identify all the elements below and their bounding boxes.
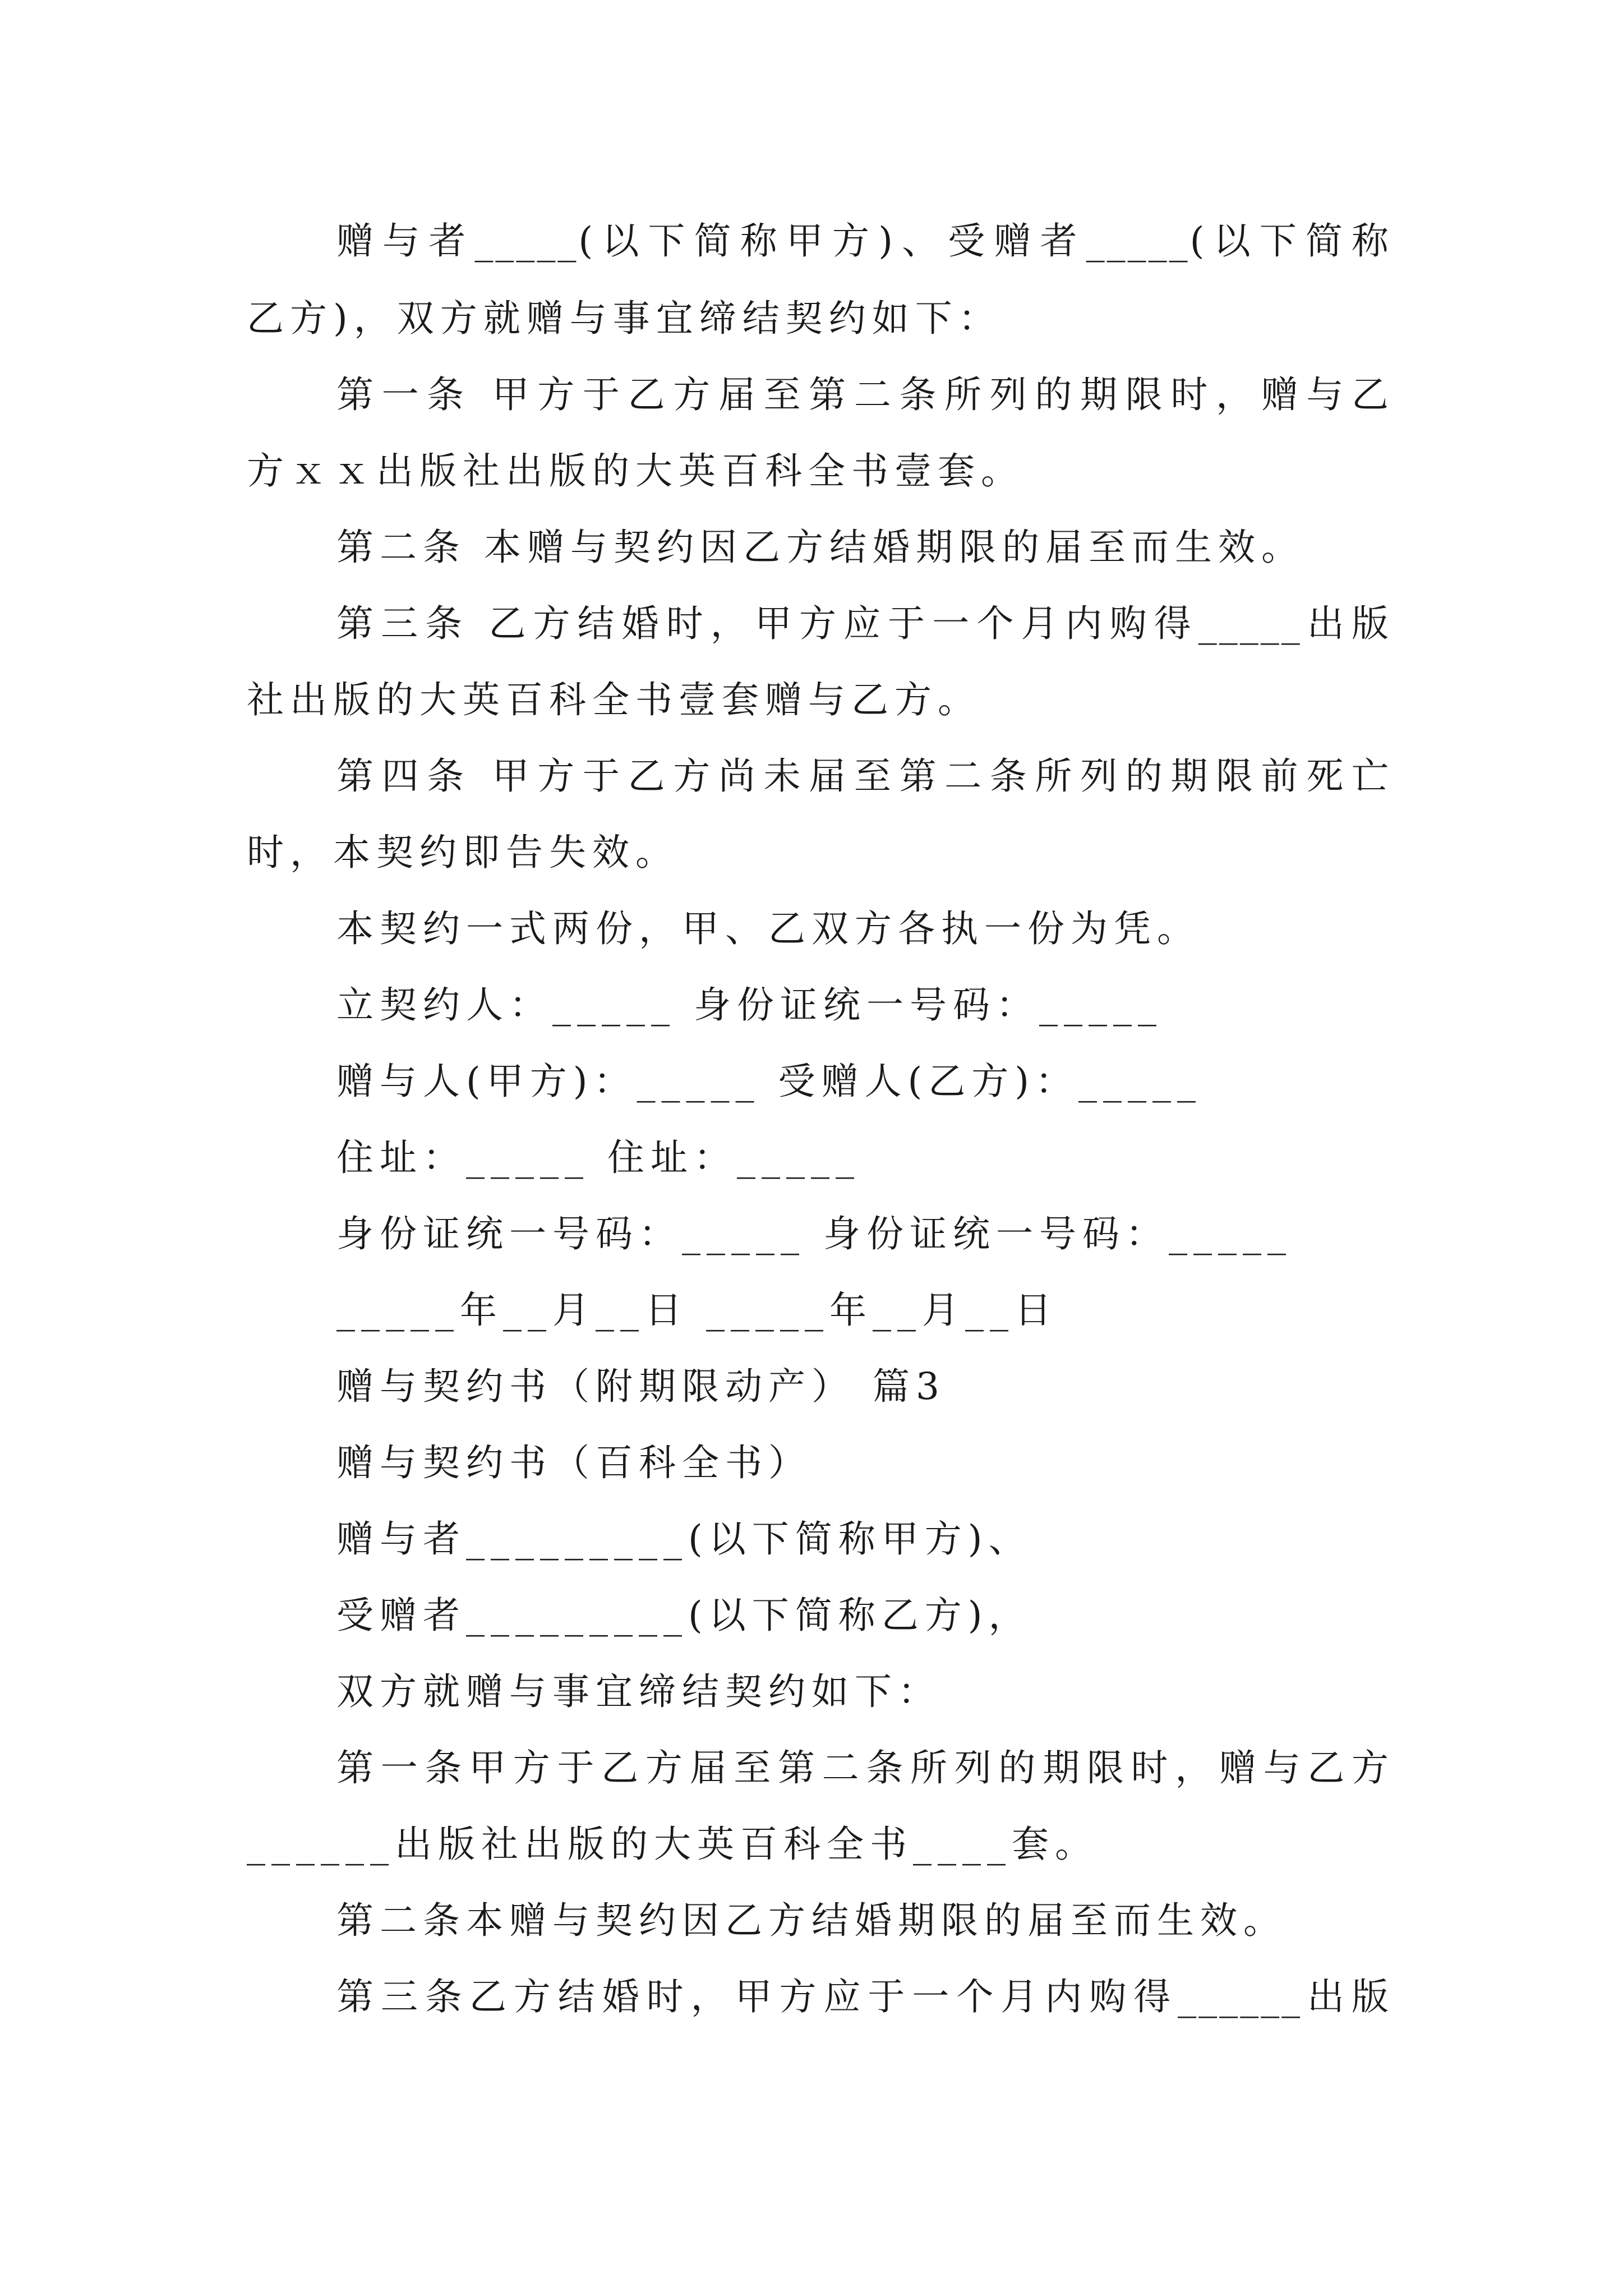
intro-agreement-line: 乙方)，双方就赠与事宜缔结契约如下： — [247, 297, 1002, 340]
donor-line: 赠与者_________(以下简称甲方)、 — [336, 1517, 1032, 1561]
contract-title: 赠与契约书（百科全书） — [336, 1441, 811, 1484]
article-2-line: 第二条 本赠与契约因乙方结婚期限的届至而生效。 — [336, 526, 1304, 569]
second-article-2-line: 第二条本赠与契约因乙方结婚期限的届至而生效。 — [336, 1899, 1287, 1942]
second-article-3-line-1: 第三条乙方结婚时，甲方应于一个月内购得______出版 — [336, 1975, 1391, 2018]
id-number-line: 身份证统一号码：_____ 身份证统一号码：_____ — [336, 1212, 1292, 1255]
second-article-1-line-2: ______出版社出版的大英百科全书____套。 — [247, 1823, 1098, 1866]
address-line: 住址：_____ 住址：_____ — [336, 1136, 860, 1179]
section-3-heading: 赠与契约书（附期限动产） 篇3 — [336, 1365, 946, 1408]
date-line: _____年__月__日 _____年__月__日 — [336, 1289, 1058, 1332]
article-1-line-1: 第一条 甲方于乙方届至第二条所列的期限时，赠与乙 — [336, 373, 1391, 416]
signatory-line: 立契约人：_____ 身份证统一号码：_____ — [336, 983, 1163, 1027]
donee-line: 受赠者_________(以下简称乙方)， — [336, 1594, 1032, 1637]
copies-clause: 本契约一式两份，甲、乙双方各执一份为凭。 — [336, 907, 1200, 950]
article-4-line-2: 时，本契约即告失效。 — [247, 831, 679, 874]
agreement-line: 双方就赠与事宜缔结契约如下： — [336, 1670, 941, 1713]
second-article-1-line-1: 第一条甲方于乙方届至第二条所列的期限时，赠与乙方 — [336, 1746, 1391, 1789]
article-3-line-2: 社出版的大英百科全书壹套赠与乙方。 — [247, 678, 981, 721]
donor-donee-line: 赠与人(甲方)：_____ 受赠人(乙方)：_____ — [336, 1060, 1202, 1103]
intro-parties-line: 赠与者_____(以下简称甲方)、受赠者_____(以下简称 — [336, 219, 1391, 263]
article-1-line-2: 方ｘｘ出版社出版的大英百科全书壹套。 — [247, 449, 1024, 493]
article-4-line-1: 第四条 甲方于乙方尚未届至第二条所列的期限前死亡 — [336, 754, 1391, 798]
article-3-line-1: 第三条 乙方结婚时，甲方应于一个月内购得_____出版 — [336, 602, 1391, 645]
